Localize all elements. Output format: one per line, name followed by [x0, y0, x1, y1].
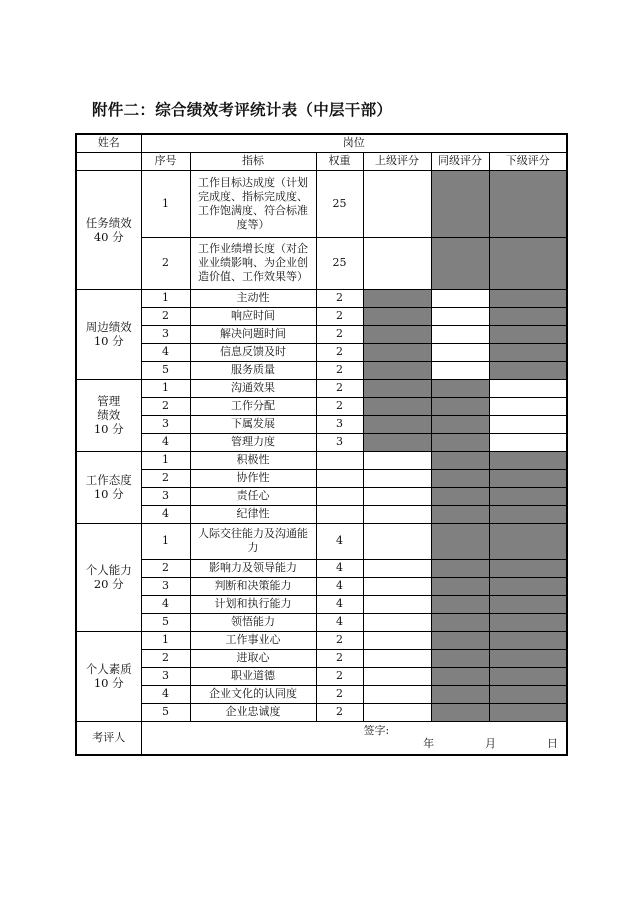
weight-cell [316, 451, 363, 469]
indicator-cell: 工作目标达成度（计划完成度、指标完成度、工作饱满度、符合标准度等） [190, 170, 316, 237]
peer-score-cell[interactable] [431, 361, 489, 379]
superior-score-cell[interactable] [363, 523, 431, 559]
weight-cell: 2 [316, 361, 363, 379]
seq-cell: 2 [141, 307, 190, 325]
seq-cell: 2 [141, 469, 190, 487]
table-row [76, 577, 567, 595]
superior-score-cell[interactable] [363, 667, 431, 685]
weight-cell: 4 [316, 523, 363, 559]
seq-cell: 2 [141, 649, 190, 667]
category-label: 个人素质 10 分 [85, 662, 132, 690]
peer-score-cell-shaded [431, 577, 489, 595]
peer-score-cell-shaded [431, 379, 489, 397]
table-row [76, 289, 567, 307]
superior-score-cell-shaded [363, 289, 431, 307]
category-cell [76, 523, 141, 631]
superior-score-cell[interactable] [363, 469, 431, 487]
subordinate-score-cell-shaded [489, 505, 567, 523]
peer-score-cell-shaded [431, 703, 489, 721]
subordinate-score-cell-shaded [489, 613, 567, 631]
superior-score-cell[interactable] [363, 577, 431, 595]
indicator-cell: 响应时间 [190, 307, 316, 325]
superior-score-cell[interactable] [363, 631, 431, 649]
weight-cell: 4 [316, 559, 363, 577]
indicator-cell: 工作事业心 [190, 631, 316, 649]
table-row [76, 667, 567, 685]
table-row [76, 433, 567, 451]
indicator-cell: 解决问题时间 [190, 325, 316, 343]
seq-cell: 1 [141, 451, 190, 469]
table-row [76, 505, 567, 523]
subordinate-score-cell[interactable] [489, 397, 567, 415]
indicator-cell: 服务质量 [190, 361, 316, 379]
peer-score-cell-shaded [431, 595, 489, 613]
peer-score-cell-shaded [431, 415, 489, 433]
indicator-cell: 进取心 [190, 649, 316, 667]
subordinate-score-cell-shaded [489, 487, 567, 505]
indicator-cell: 领悟能力 [190, 613, 316, 631]
category-label: 个人能力 20 分 [85, 563, 132, 591]
subordinate-score-cell-shaded [489, 577, 567, 595]
superior-score-cell[interactable] [363, 559, 431, 577]
weight-cell: 2 [316, 631, 363, 649]
peer-score-cell-shaded [431, 469, 489, 487]
signature-label: 签字: [363, 723, 390, 737]
position-header-cell [141, 134, 567, 152]
category-label: 管理 绩效 10 分 [93, 394, 124, 436]
subordinate-score-cell-shaded [489, 595, 567, 613]
seq-cell: 1 [141, 631, 190, 649]
indicator-cell: 计划和执行能力 [190, 595, 316, 613]
performance-table [75, 133, 568, 756]
indicator-cell: 协作性 [190, 469, 316, 487]
superior-score-cell[interactable] [363, 703, 431, 721]
category-label: 任务绩效 40 分 [85, 215, 132, 244]
table-row [76, 451, 567, 469]
seq-header: 序号 [141, 152, 190, 170]
superior-score-cell[interactable] [363, 237, 431, 289]
table-row [76, 649, 567, 667]
superior-score-cell[interactable] [363, 685, 431, 703]
subordinate-score-cell[interactable] [489, 379, 567, 397]
weight-cell [316, 487, 363, 505]
seq-cell: 5 [141, 703, 190, 721]
date-label: 年 月 日 [423, 737, 559, 750]
subordinate-score-cell-shaded [489, 325, 567, 343]
indicator-cell: 职业道德 [190, 667, 316, 685]
weight-cell: 2 [316, 379, 363, 397]
subordinate-score-cell-shaded [489, 451, 567, 469]
position-label: 岗位 [342, 136, 365, 150]
weight-cell: 25 [316, 237, 363, 289]
table-row [76, 685, 567, 703]
table-row [76, 523, 567, 559]
subordinate-score-cell[interactable] [489, 433, 567, 451]
weight-cell: 2 [316, 307, 363, 325]
seq-cell: 2 [141, 237, 190, 289]
indicator-cell: 下属发展 [190, 415, 316, 433]
superior-score-cell[interactable] [363, 649, 431, 667]
seq-cell: 4 [141, 343, 190, 361]
subordinate-score-cell-shaded [489, 685, 567, 703]
superior-score-cell-shaded [363, 343, 431, 361]
indicator-header: 指标 [190, 152, 316, 170]
name-label: 姓名 [76, 134, 141, 152]
seq-cell: 3 [141, 487, 190, 505]
subordinate-score-cell-shaded [489, 523, 567, 559]
indicator-cell: 工作业绩增长度（对企业业绩影响、为企业创造价值、工作效果等） [190, 237, 316, 289]
table-row [76, 487, 567, 505]
name-row [76, 134, 567, 152]
peer-score-cell-shaded [431, 613, 489, 631]
superior-score-cell[interactable] [363, 451, 431, 469]
indicator-cell: 管理力度 [190, 433, 316, 451]
superior-score-cell[interactable] [363, 505, 431, 523]
peer-score-cell-shaded [431, 505, 489, 523]
weight-cell: 3 [316, 433, 363, 451]
seq-cell: 3 [141, 667, 190, 685]
subordinate-score-cell-shaded [489, 631, 567, 649]
seq-cell: 3 [141, 415, 190, 433]
superior-score-cell[interactable] [363, 613, 431, 631]
category-cell [76, 631, 141, 721]
subordinate-score-cell-shaded [489, 289, 567, 307]
subordinate-score-header: 下级评分 [489, 152, 567, 170]
seq-cell: 4 [141, 685, 190, 703]
table-row [76, 307, 567, 325]
seq-cell: 1 [141, 289, 190, 307]
indicator-cell: 影响力及领导能力 [190, 559, 316, 577]
category-cell [76, 379, 141, 451]
weight-cell: 2 [316, 667, 363, 685]
table-row [76, 595, 567, 613]
category-cell [76, 289, 141, 379]
superior-score-cell[interactable] [363, 595, 431, 613]
superior-score-cell-shaded [363, 415, 431, 433]
weight-cell: 4 [316, 613, 363, 631]
indicator-cell: 判断和决策能力 [190, 577, 316, 595]
weight-cell: 4 [316, 577, 363, 595]
superior-score-cell-shaded [363, 379, 431, 397]
indicator-cell: 信息反馈及时 [190, 343, 316, 361]
table-row [76, 469, 567, 487]
peer-score-cell-shaded [431, 451, 489, 469]
peer-score-cell-shaded [431, 487, 489, 505]
category-label: 工作态度 10 分 [85, 473, 132, 501]
indicator-cell: 工作分配 [190, 397, 316, 415]
weight-cell [316, 469, 363, 487]
superior-score-cell-shaded [363, 325, 431, 343]
indicator-cell: 积极性 [190, 451, 316, 469]
subordinate-score-cell-shaded [489, 237, 567, 289]
seq-cell: 4 [141, 505, 190, 523]
subordinate-score-cell-shaded [489, 307, 567, 325]
weight-header: 权重 [316, 152, 363, 170]
peer-score-cell-shaded [431, 631, 489, 649]
signature-area[interactable] [141, 721, 567, 755]
table-row [76, 703, 567, 721]
seq-cell: 1 [141, 523, 190, 559]
subordinate-score-cell-shaded [489, 667, 567, 685]
indicator-cell: 纪律性 [190, 505, 316, 523]
subordinate-score-cell-shaded [489, 361, 567, 379]
superior-score-cell-shaded [363, 397, 431, 415]
table-row [76, 397, 567, 415]
superior-score-cell-shaded [363, 361, 431, 379]
seq-cell: 4 [141, 433, 190, 451]
table-row [76, 613, 567, 631]
peer-score-cell[interactable] [431, 307, 489, 325]
superior-score-cell-shaded [363, 433, 431, 451]
weight-cell [316, 505, 363, 523]
peer-score-cell-shaded [431, 685, 489, 703]
peer-score-cell-shaded [431, 559, 489, 577]
seq-cell: 4 [141, 595, 190, 613]
table-row [76, 631, 567, 649]
seq-cell: 5 [141, 361, 190, 379]
table-row [76, 343, 567, 361]
indicator-cell: 沟通效果 [190, 379, 316, 397]
subordinate-score-cell-shaded [489, 649, 567, 667]
seq-cell: 3 [141, 577, 190, 595]
superior-score-header: 上级评分 [363, 152, 431, 170]
weight-cell: 2 [316, 703, 363, 721]
evaluator-row [76, 721, 567, 755]
weight-cell: 3 [316, 415, 363, 433]
peer-score-cell-shaded [431, 649, 489, 667]
seq-cell: 5 [141, 613, 190, 631]
table-row [76, 559, 567, 577]
peer-score-cell-shaded [431, 433, 489, 451]
weight-cell: 2 [316, 289, 363, 307]
indicator-cell: 企业忠诚度 [190, 703, 316, 721]
seq-cell: 1 [141, 170, 190, 237]
page-title: 附件二：综合绩效考评统计表（中层干部） [92, 100, 393, 119]
seq-cell: 2 [141, 397, 190, 415]
table-row [76, 361, 567, 379]
subordinate-score-cell-shaded [489, 343, 567, 361]
seq-cell: 2 [141, 559, 190, 577]
peer-score-cell[interactable] [431, 289, 489, 307]
subordinate-score-cell-shaded [489, 559, 567, 577]
peer-score-header: 同级评分 [431, 152, 489, 170]
weight-cell: 25 [316, 170, 363, 237]
table-row [76, 415, 567, 433]
table-row [76, 237, 567, 289]
indicator-cell: 主动性 [190, 289, 316, 307]
peer-score-cell-shaded [431, 397, 489, 415]
table-row [76, 379, 567, 397]
weight-cell: 2 [316, 325, 363, 343]
weight-cell: 2 [316, 649, 363, 667]
peer-score-cell-shaded [431, 523, 489, 559]
indicator-cell: 人际交往能力及沟通能力 [190, 523, 316, 559]
peer-score-cell[interactable] [431, 325, 489, 343]
peer-score-cell-shaded [431, 170, 489, 237]
weight-cell: 2 [316, 397, 363, 415]
category-header-cell [76, 152, 141, 170]
indicator-cell: 企业文化的认同度 [190, 685, 316, 703]
subordinate-score-cell-shaded [489, 469, 567, 487]
category-label: 周边绩效 10 分 [85, 320, 132, 348]
peer-score-cell-shaded [431, 237, 489, 289]
subordinate-score-cell-shaded [489, 703, 567, 721]
category-cell [76, 170, 141, 289]
superior-score-cell-shaded [363, 307, 431, 325]
column-header-row [76, 152, 567, 170]
superior-score-cell[interactable] [363, 487, 431, 505]
weight-cell: 2 [316, 685, 363, 703]
evaluator-label: 考评人 [76, 721, 141, 755]
table-row [76, 325, 567, 343]
weight-cell: 4 [316, 595, 363, 613]
table-row [76, 170, 567, 237]
superior-score-cell[interactable] [363, 170, 431, 237]
subordinate-score-cell-shaded [489, 170, 567, 237]
seq-cell: 1 [141, 379, 190, 397]
indicator-cell: 责任心 [190, 487, 316, 505]
peer-score-cell-shaded [431, 667, 489, 685]
seq-cell: 3 [141, 325, 190, 343]
weight-cell: 2 [316, 343, 363, 361]
category-cell [76, 451, 141, 523]
subordinate-score-cell[interactable] [489, 415, 567, 433]
peer-score-cell[interactable] [431, 343, 489, 361]
